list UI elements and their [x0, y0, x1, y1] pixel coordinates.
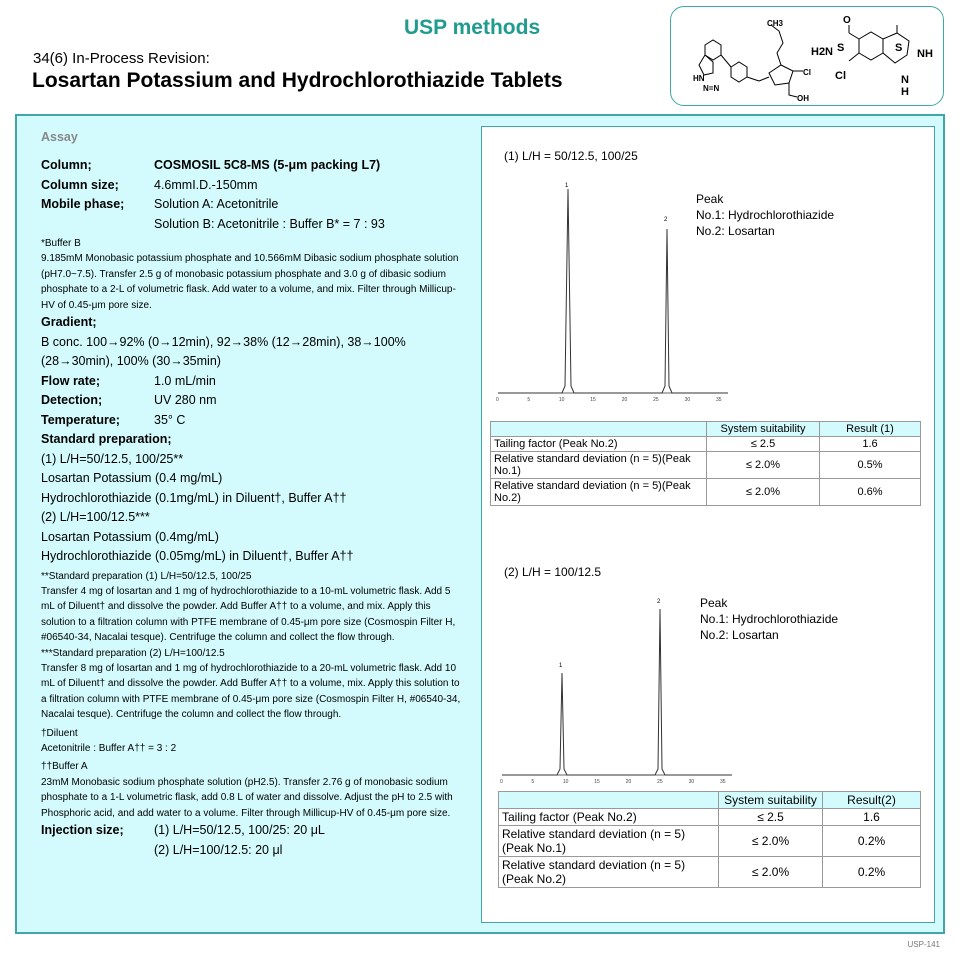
tetrazole-ring — [699, 55, 713, 75]
x-tick-label: 0 — [500, 779, 503, 785]
standard-2-losartan: Losartan Potassium (0.4mg/mL) — [41, 529, 219, 544]
detection-value: UV 280 nm — [154, 393, 217, 408]
page-title: USP methods — [404, 16, 541, 39]
peak-2-label: 2 — [657, 599, 661, 605]
standard-1-losartan: Losartan Potassium (0.4 mg/mL) — [41, 471, 223, 486]
section-label: Assay — [41, 130, 78, 144]
table-row: Relative standard deviation (n = 5)(Peak No.2) ≤ 2.0% 0.2% — [499, 857, 921, 888]
label-hn: HN — [693, 74, 705, 83]
column-size-value: 4.6mmI.D.-150mm — [154, 177, 258, 192]
chromatogram-1 — [492, 181, 732, 407]
label-ch3: CH3 — [767, 19, 784, 28]
table-row: Relative standard deviation (n = 5)(Peak No.1) ≤ 2.0% 0.5% — [491, 452, 921, 479]
detection-label: Detection; — [41, 393, 103, 408]
column-label: Column; — [41, 158, 92, 172]
x-tick-label: 10 — [558, 397, 565, 403]
x-tick-label: 35 — [720, 779, 726, 785]
legend-peak-2: No.2: Losartan — [700, 628, 779, 642]
x-tick-label: 0 — [496, 397, 499, 403]
assay-conditions — [41, 130, 461, 860]
note-1-text: Transfer 4 mg of losartan and 1 mg of hydrochlorothiazide to a 10-mL volumetric flask. Add 5 mL of Diluent† and dissolve the powder. Add Buffer A†† to a volume, and mix. Apply this solution to a filtration column with PTFE membrane of 0.45-μm pore size (Cosmospin Filter H, #06540-34, Nacalai tesque). Centrifuge the column and collect the flow through. — [41, 585, 456, 644]
note-1-heading: **Standard preparation (1) L/H=50/12.5, 100/25 — [41, 570, 252, 582]
table-1-header-res: Result (1) — [820, 422, 921, 437]
x-tick-label: 15 — [590, 397, 596, 403]
peak-1-label: 1 — [565, 183, 569, 189]
x-tick-label: 5 — [527, 397, 531, 403]
mobile-phase-b: Solution B: Acetonitrile : Buffer B* = 7 : 93 — [154, 216, 385, 231]
imidazole-ring — [769, 65, 793, 85]
chemical-structures — [670, 6, 944, 106]
label-oh: OH — [797, 94, 809, 103]
legend-heading: Peak — [700, 596, 728, 610]
temperature-value: 35° C — [154, 412, 186, 427]
results-table-1 — [490, 421, 921, 506]
temperature-label: Temperature; — [41, 412, 120, 427]
chromatogram-1-title: (1) L/H = 50/12.5, 100/25 — [504, 149, 638, 163]
flow-rate-label: Flow rate; — [41, 373, 101, 388]
note-2-heading: ***Standard preparation (2) L/H=100/12.5 — [41, 647, 225, 659]
x-tick-label: 35 — [716, 397, 722, 403]
diluent-heading: †Diluent — [41, 727, 78, 739]
flow-rate-value: 1.0 mL/min — [154, 373, 216, 388]
label-nn: N=N — [703, 84, 720, 93]
label-cl2: Cl — [835, 70, 846, 82]
label-cl1: Cl — [803, 68, 811, 77]
chromatogram-2-title: (2) L/H = 100/12.5 — [504, 565, 602, 579]
buffer-a-heading: ††Buffer A — [41, 761, 88, 773]
x-tick-label: 20 — [625, 779, 632, 785]
gradient-value: B conc. 100→92% (0→12min), 92→38% (12→28min), 38→100% (28→30min), 100% (30→35min) — [41, 334, 406, 369]
phenyl-ring-2 — [731, 62, 747, 82]
legend-peak-2: No.2: Losartan — [696, 224, 775, 238]
x-tick-label: 25 — [653, 397, 659, 403]
x-tick-label: 30 — [684, 397, 691, 403]
structure-drawing — [671, 7, 945, 107]
x-tick-label: 15 — [594, 779, 600, 785]
standard-prep-label: Standard preparation; — [41, 432, 172, 447]
label-o: O — [843, 15, 851, 26]
label-s1: S — [837, 42, 845, 54]
table-row: Relative standard deviation (n = 5)(Peak No.1) ≤ 2.0% 0.2% — [499, 826, 921, 857]
page-number: USP-141 — [907, 940, 940, 949]
chromatogram-2-trace — [502, 609, 732, 775]
injection-1: (1) L/H=50/12.5, 100/25: 20 μL — [154, 823, 325, 838]
chromatogram-2 — [496, 589, 736, 789]
injection-2: (2) L/H=100/12.5: 20 μl — [154, 842, 283, 857]
standard-2-hctz: Hydrochlorothiazide (0.05mg/mL) in Diluent†, Buffer A†† — [41, 549, 354, 564]
note-2-text: Transfer 8 mg of losartan and 1 mg of hydrochlorothiazide to a 20-mL volumetric flask. Add 10 mL of Diluent† and dissolve the powder. Add Buffer A†† to a volume, mix. Apply this solution to a filtration column with PTFE membrane of 0.45-μm pore size (Cosmospin Filter H, #06540-34, Nacalai tesque). Centrifuge the column and collect the flow through. — [41, 662, 461, 721]
x-tick-label: 25 — [657, 779, 663, 785]
legend-peak-1: No.1: Hydrochlorothiazide — [700, 612, 839, 626]
x-tick-label: 10 — [562, 779, 569, 785]
column-value: COSMOSIL 5C8-MS (5-μm packing L7) — [154, 158, 381, 172]
product-title: Losartan Potassium and Hydrochlorothiazide Tablets — [32, 69, 563, 92]
benzothiadiazine-ring — [859, 32, 883, 60]
injection-label: Injection size; — [41, 823, 124, 838]
table-row: Tailing factor (Peak No.2) ≤ 2.5 1.6 — [499, 809, 921, 826]
content-panel — [15, 114, 945, 934]
buffer-b-text: 9.185mM Monobasic potassium phosphate and 10.566mM Dibasic sodium phosphate solution (pH7.0~7.5). Transfer 2.5 g of monobasic potassium phosphate and 3.0 g of dibasic sodium phosphate to a 2-L of volumetric flask. Add water to a volume, and mix. Filter through Millicup-HV of 0.45-μm pore size. — [41, 253, 459, 311]
standard-1: (1) L/H=50/12.5, 100/25** — [41, 451, 184, 466]
mobile-phase-label: Mobile phase; — [41, 197, 125, 211]
table-row: Relative standard deviation (n = 5)(Peak No.2) ≤ 2.0% 0.6% — [491, 479, 921, 506]
diluent-text: Acetonitrile : Buffer A†† = 3 : 2 — [41, 743, 177, 754]
label-n: N — [901, 74, 909, 86]
standard-1-hctz: Hydrochlorothiazide (0.1mg/mL) in Diluent†, Buffer A†† — [41, 490, 347, 505]
table-row: Tailing factor (Peak No.2) ≤ 2.5 1.6 — [491, 437, 921, 452]
legend-peak-1: No.1: Hydrochlorothiazide — [696, 208, 835, 222]
mobile-phase-a: Solution A: Acetonitrile — [154, 197, 279, 211]
peak-2-label: 2 — [664, 217, 668, 223]
buffer-a-text: 23mM Monobasic sodium phosphate solution (pH2.5). Transfer 2.76 g of monobasic sodium phosphate to a 1-L volumetric flask, add 0.8 L of water and dissolve. Adjust the pH to 2.5 with Phosphoric acid, and add water to a volume. Filter through Millicup-HV of 0.45-μm pore size. — [41, 776, 453, 819]
x-tick-label: 5 — [531, 779, 535, 785]
table-2-header-res: Result(2) — [823, 792, 921, 809]
label-h: H — [901, 86, 909, 98]
table-1-header-sys: System suitability — [707, 422, 820, 437]
results-panel — [481, 126, 935, 923]
legend-heading: Peak — [696, 192, 724, 206]
standard-2: (2) L/H=100/12.5*** — [41, 510, 150, 525]
label-nh: NH — [917, 48, 933, 60]
revision-subtitle: 34(6) In-Process Revision: — [33, 50, 210, 67]
buffer-b-heading: *Buffer B — [41, 238, 81, 249]
column-size-label: Column size; — [41, 177, 119, 192]
results-table-2 — [498, 791, 921, 888]
peak-1-label: 1 — [559, 663, 563, 669]
label-s2: S — [895, 42, 903, 54]
x-tick-label: 20 — [621, 397, 628, 403]
x-tick-label: 30 — [688, 779, 695, 785]
chromatogram-1-trace — [498, 189, 728, 393]
gradient-label: Gradient; — [41, 315, 97, 330]
table-2-header-sys: System suitability — [719, 792, 823, 809]
label-h2n: H2N — [811, 46, 834, 58]
